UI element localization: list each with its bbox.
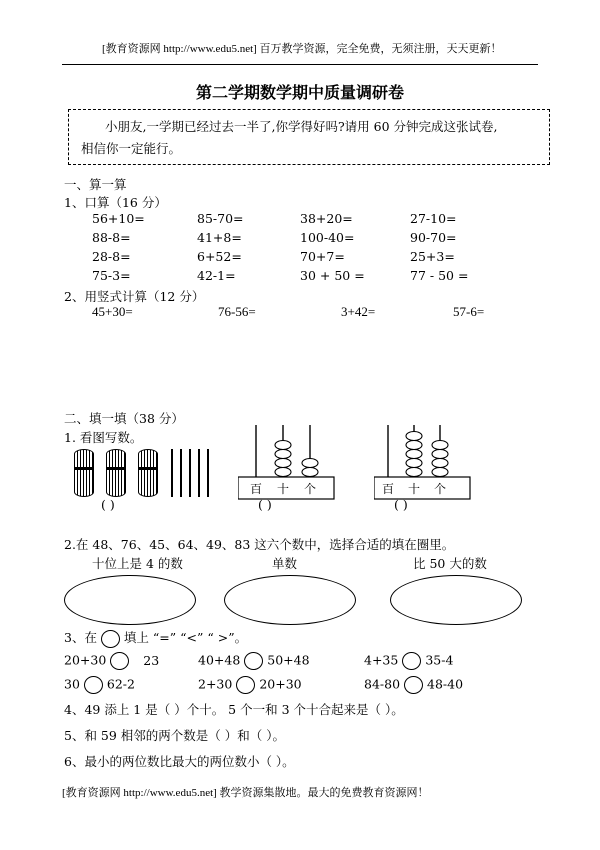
ellipse-label: 十位上是 4 的数 — [92, 556, 183, 571]
header-rule — [62, 64, 538, 65]
abacus-bead — [406, 459, 422, 468]
single-stick — [198, 449, 200, 497]
stick-bundle — [74, 449, 94, 497]
vertical-calc-item: 76-56= — [218, 304, 256, 319]
page-title: 第二学期数学期中质量调研卷 — [195, 83, 404, 102]
calc-item: 85-70= — [197, 211, 244, 226]
ellipse-label: 单数 — [272, 556, 298, 571]
q1-text: 1. 看图写数。 — [64, 430, 143, 445]
calc-item: 38+20= — [300, 211, 353, 226]
single-stick — [180, 449, 182, 497]
single-stick — [171, 449, 173, 497]
single-stick — [207, 449, 209, 497]
abacus-bead — [432, 450, 448, 459]
part1-heading: 1、口算（16 分） — [64, 195, 167, 210]
abacus-bead — [275, 450, 291, 459]
answer-ellipse-1[interactable] — [64, 575, 196, 625]
compare-circle[interactable] — [84, 676, 103, 694]
compare-circle[interactable] — [404, 676, 423, 694]
single-stick — [189, 449, 191, 497]
abacus-bead — [275, 459, 291, 468]
calc-item: 77 - 50 = — [410, 268, 469, 283]
calc-item: 6+52= — [197, 249, 242, 264]
abacus-bead — [302, 468, 318, 477]
compare-item: 84-80 48-40 — [364, 676, 463, 694]
answer-blank: ( ) — [101, 497, 115, 512]
calc-item: 75-3= — [92, 268, 131, 283]
q3-suffix: 填上 “=” “<” “ >”。 — [123, 630, 248, 645]
section1-heading: 一、算一算 — [64, 177, 127, 192]
abacus-bead — [406, 468, 422, 477]
page-header: [教育资源网 http://www.edu5.net] 百万教学资源，完全免费，无须注册，天天更新！ — [102, 43, 502, 55]
answer-blank: ( ) — [394, 497, 408, 512]
abacus-bead — [432, 459, 448, 468]
calc-item: 56+10= — [92, 211, 145, 226]
calc-item: 100-40= — [300, 230, 355, 245]
abacus-label: 百 — [381, 482, 395, 496]
abacus-bead — [432, 441, 448, 450]
compare-circle[interactable] — [236, 676, 255, 694]
intro-line-1: 小朋友,一学期已经过去一半了,你学得好吗?请用 60 分钟完成这张试卷, — [105, 119, 498, 134]
q2-text: 2.在 48、76、45、64、49、83 这六个数中，选择合适的填在圈里。 — [64, 537, 455, 552]
compare-item: 4+35 35-4 — [364, 652, 453, 670]
abacus-label: 个 — [433, 482, 447, 496]
intro-box — [68, 109, 550, 165]
section2-heading: 二、填一填（38 分） — [64, 411, 184, 426]
q5-text: 5、和 59 相邻的两个数是（ ）和（ ）。 — [64, 728, 286, 743]
circle-blank-icon — [101, 630, 120, 648]
ellipse-label: 比 50 大的数 — [413, 556, 487, 571]
page-footer: [教育资源网 http://www.edu5.net] 教学资源集散地。最大的免费教育资源网！ — [62, 787, 429, 799]
calc-item: 90-70= — [410, 230, 457, 245]
calc-item: 28-8= — [92, 249, 131, 264]
vertical-calc-item: 45+30= — [92, 304, 133, 319]
abacus-bead — [406, 450, 422, 459]
stick-bundle — [106, 449, 126, 497]
abacus-figure-2 — [374, 425, 474, 501]
abacus-figure-1 — [238, 425, 338, 501]
vertical-calc-item: 57-6= — [453, 304, 485, 319]
answer-ellipse-3[interactable] — [390, 575, 522, 625]
calc-item: 27-10= — [410, 211, 457, 226]
calc-item: 41+8= — [197, 230, 242, 245]
abacus-bead — [432, 468, 448, 477]
calc-item: 30 + 50 = — [300, 268, 365, 283]
answer-ellipse-2[interactable] — [224, 575, 356, 625]
q6-text: 6、最小的两位数比最大的两位数小（ ）。 — [64, 754, 295, 769]
calc-item: 42-1= — [197, 268, 236, 283]
compare-item: 40+48 50+48 — [198, 652, 310, 670]
abacus-bead — [406, 441, 422, 450]
calc-item: 88-8= — [92, 230, 131, 245]
q4-text: 4、49 添上 1 是（ ）个十。 5 个一和 3 个十合起来是（ ）。 — [64, 702, 404, 717]
compare-circle[interactable] — [244, 652, 263, 670]
compare-item: 2+30 20+30 — [198, 676, 302, 694]
vertical-calc-item: 3+42= — [341, 304, 376, 319]
compare-circle[interactable] — [402, 652, 421, 670]
compare-item: 20+30 23 — [64, 652, 159, 670]
q3-prefix: 3、在 — [64, 630, 97, 645]
abacus-bead — [406, 432, 422, 441]
calc-item: 25+3= — [410, 249, 455, 264]
calc-item: 70+7= — [300, 249, 345, 264]
abacus-bead — [302, 459, 318, 468]
abacus-label: 十 — [407, 482, 421, 496]
abacus-bead — [275, 441, 291, 450]
abacus-label: 百 — [249, 482, 263, 496]
intro-line-2: 相信你一定能行。 — [81, 141, 182, 156]
part2-heading: 2、用竖式计算（12 分） — [64, 289, 205, 304]
abacus-bead — [275, 468, 291, 477]
q3-text — [64, 628, 247, 648]
abacus-label: 个 — [303, 482, 317, 496]
compare-circle[interactable] — [110, 652, 129, 670]
answer-blank: ( ) — [258, 497, 272, 512]
abacus-label: 十 — [276, 482, 290, 496]
compare-item: 30 62-2 — [64, 676, 135, 694]
stick-bundle — [138, 449, 158, 497]
